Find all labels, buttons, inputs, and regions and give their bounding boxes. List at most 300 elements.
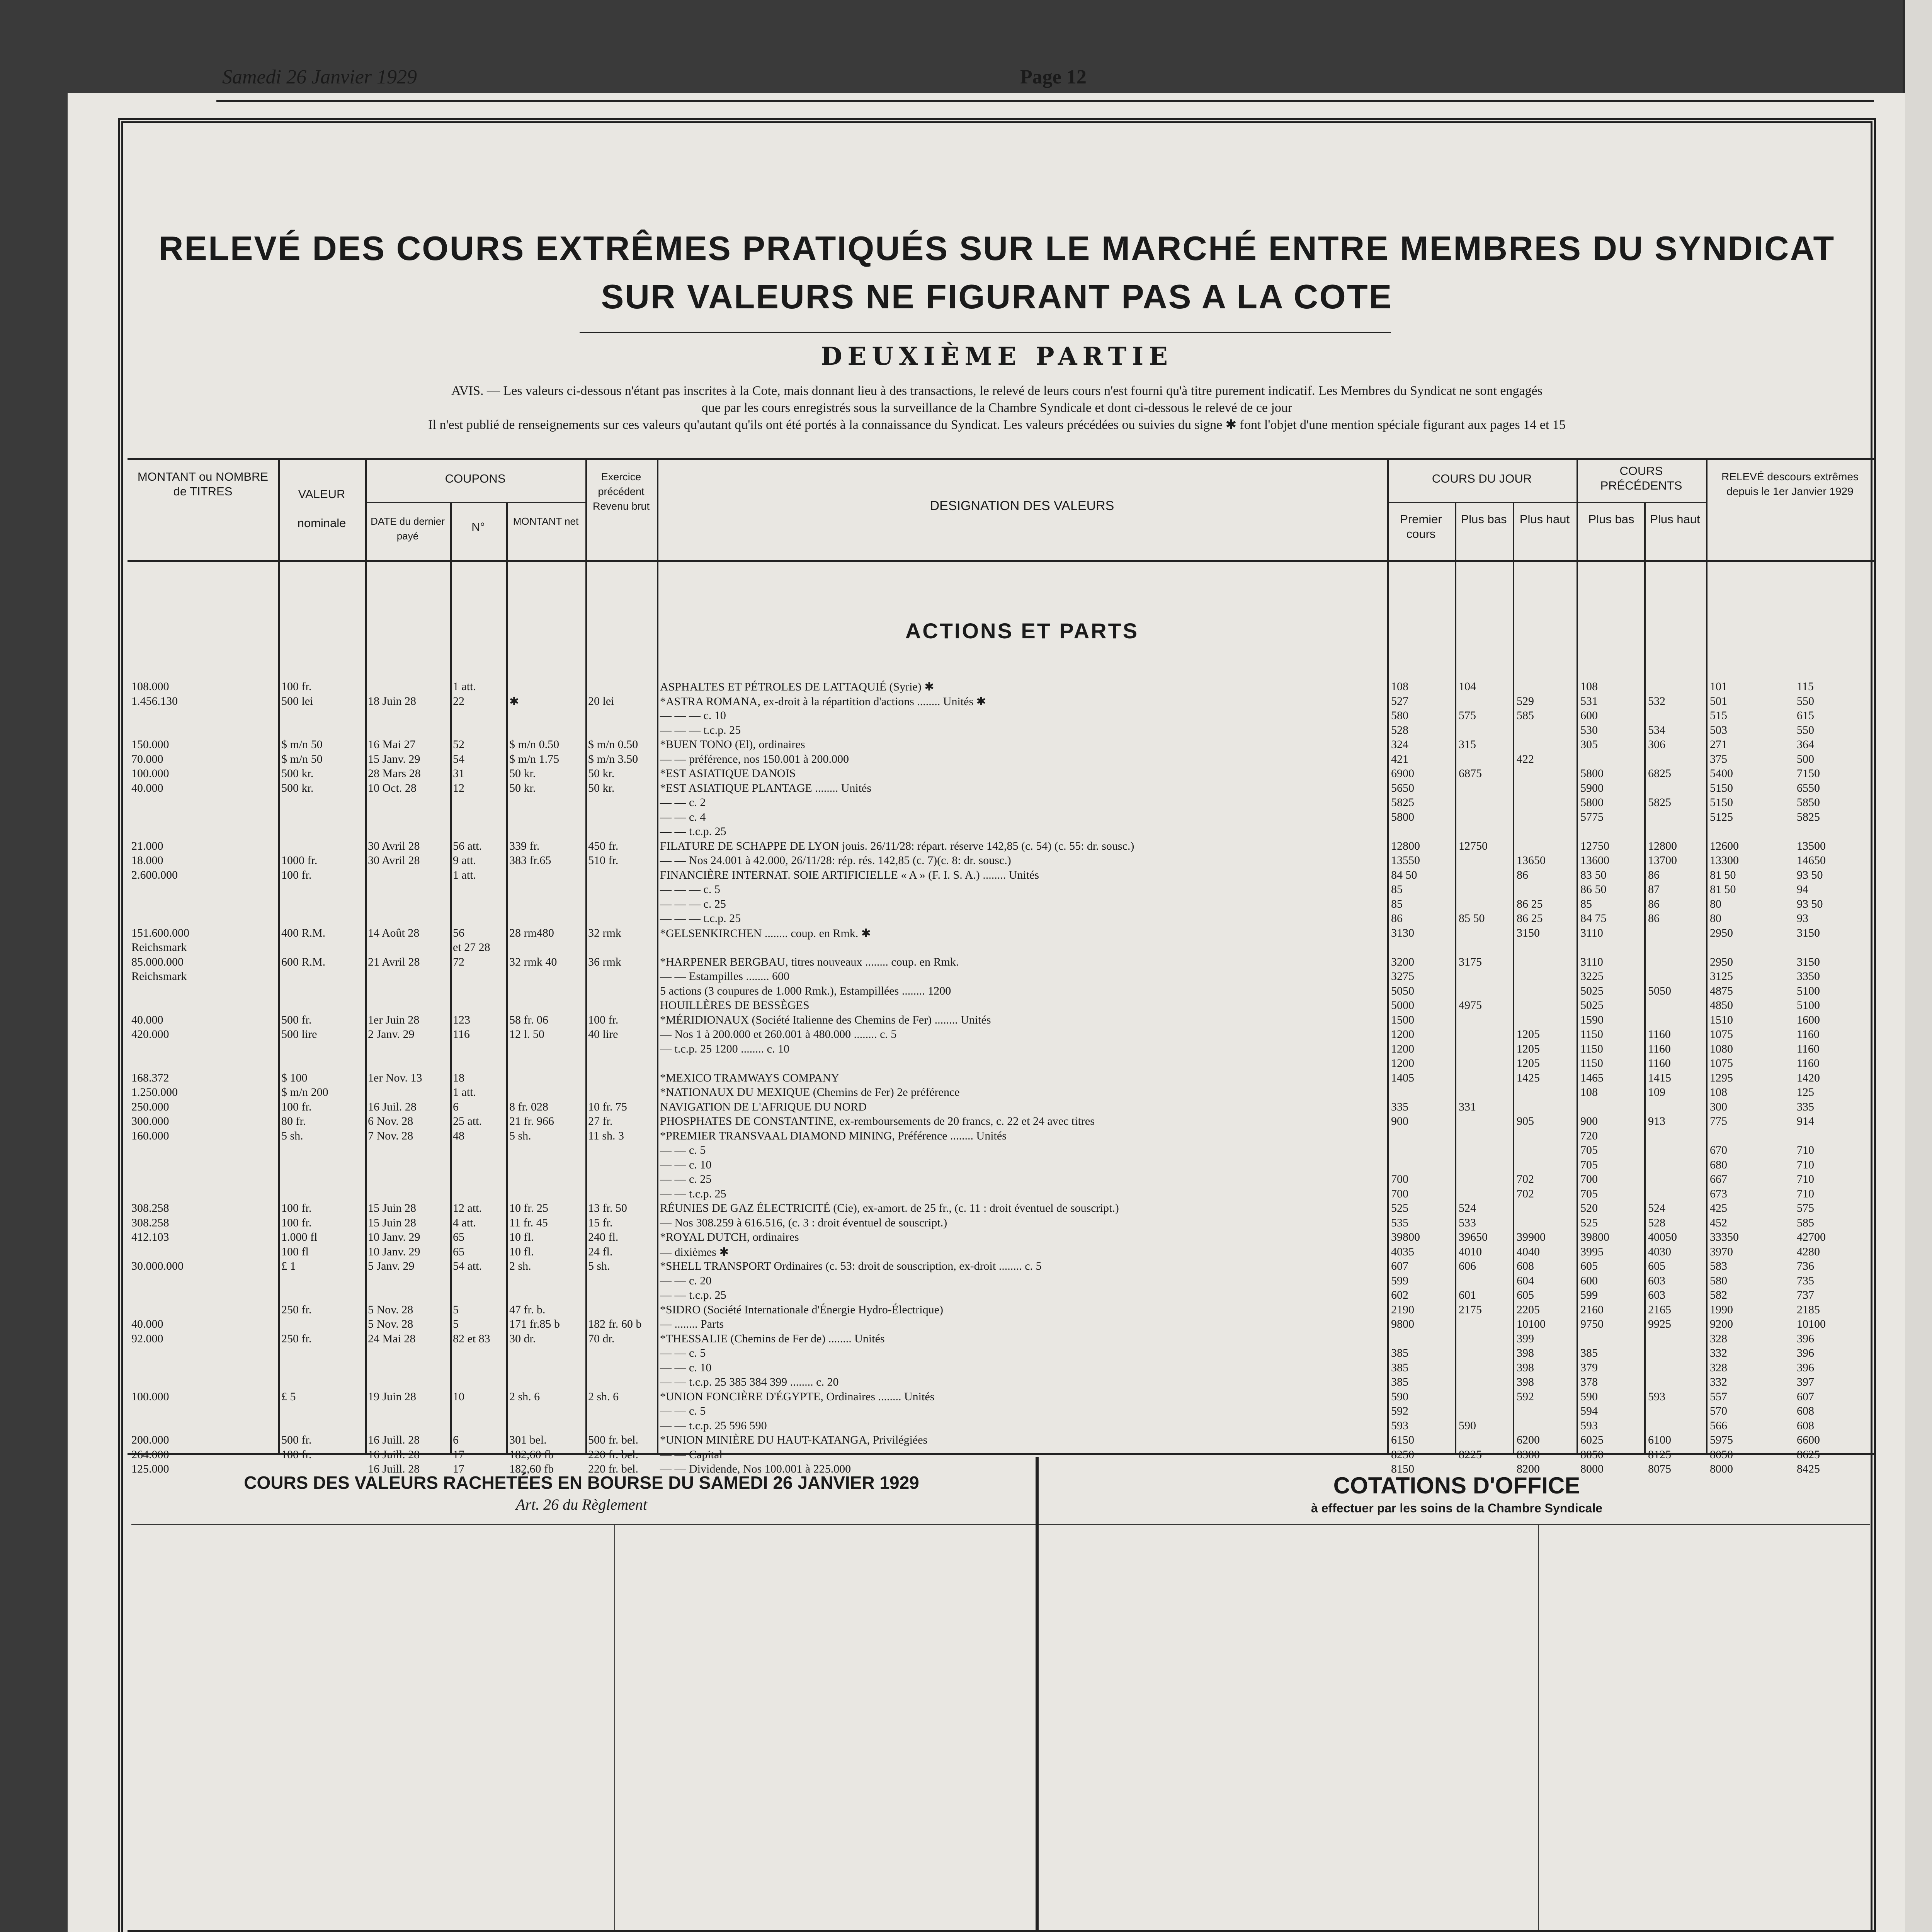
row-releve-haut: 550: [1797, 723, 1814, 736]
row-designation: — dixièmes ✱: [660, 1245, 729, 1259]
row-designation: *EST ASIATIQUE PLANTAGE ........ Unités: [660, 781, 872, 794]
row-releve-haut: 10100: [1797, 1318, 1826, 1330]
row-exercice: 10 fr. 75: [588, 1100, 627, 1113]
row-exercice: 15 fr.: [588, 1216, 613, 1229]
row-prec-bas: 3225: [1580, 970, 1604, 983]
row-prec-bas: 5800: [1580, 767, 1604, 780]
row-prec-bas: 599: [1580, 1289, 1598, 1301]
row-designation: *EST ASIATIQUE DANOIS: [660, 767, 796, 780]
row-designation: FILATURE DE SCHAPPE DE LYON jouis. 26/11/28: répart. réserve 142,85 (c. 54) (c. 55: dr. sousc.): [660, 839, 1134, 852]
table-row: [0, 1332, 1814, 1349]
row-date: 15 Janv. 29: [368, 752, 420, 765]
row-premier: 8150: [1391, 1463, 1414, 1475]
row-premier: 1200: [1391, 1042, 1414, 1055]
table-row: [0, 694, 1814, 711]
row-releve-haut: 6550: [1797, 781, 1820, 794]
row-date: 16 Juill. 28: [368, 1448, 420, 1461]
row-valeur: $ m/n 200: [281, 1086, 328, 1099]
avis-line2: que par les cours enregistrés sous la surveillance de la Chambre Syndicale et dont ci-dessous le relevé de ce jour: [701, 401, 1293, 415]
table-row: [0, 912, 1808, 928]
row-prec-haut: 86: [1648, 897, 1660, 910]
row-exercice: 50 kr.: [588, 767, 615, 780]
row-prec-haut: 86: [1648, 868, 1660, 881]
table-row: [0, 984, 1820, 1001]
row-prec-bas: 305: [1580, 738, 1598, 751]
row-coupon-no: 1 att.: [453, 868, 476, 881]
row-montant: Reichsmark: [131, 941, 187, 954]
row-coupon-no: 65: [453, 1245, 464, 1258]
row-releve-haut: 6600: [1797, 1434, 1820, 1446]
row-designation: — — t.c.p. 25: [660, 825, 726, 838]
row-designation: — — c. 5: [660, 1347, 706, 1359]
row-designation: *HARPENER BERGBAU, titres nouveaux ........ coup. en Rmk.: [660, 955, 959, 968]
table-row: [0, 1158, 1814, 1175]
row-designation: *MEXICO TRAMWAYS COMPANY: [660, 1071, 839, 1084]
row-designation: — — t.c.p. 25 596 590: [660, 1419, 767, 1432]
row-plus-haut: 605: [1517, 1289, 1534, 1301]
table-row: [0, 1187, 1814, 1204]
issue-date: Samedi 26 Janvier 1929: [222, 66, 417, 88]
row-montant-net: $ m/n 1.75: [509, 752, 560, 765]
main-title-line2: SUR VALEURS NE FIGURANT PAS A LA COTE: [601, 277, 1393, 316]
row-releve-bas: 9200: [1710, 1318, 1733, 1330]
row-designation: — t.c.p. 25 1200 ........ c. 10: [660, 1042, 789, 1055]
row-designation: ASPHALTES ET PÉTROLES DE LATTAQUIÉ (Syrie) ✱: [660, 680, 934, 693]
row-releve-bas: 570: [1710, 1405, 1727, 1417]
row-exercice: 182 fr. 60 b: [588, 1318, 642, 1330]
row-plus-haut: 702: [1517, 1173, 1534, 1185]
row-plus-bas: 85 50: [1459, 912, 1485, 925]
row-releve-bas: 557: [1710, 1390, 1727, 1403]
row-coupon-no: 48: [453, 1129, 464, 1142]
row-coupon-no: 5: [453, 1318, 459, 1330]
avis-line1: AVIS. — Les valeurs ci-dessous n'étant pas inscrites à la Cote, mais donnant lieu à des transactions, le relevé de leurs cours n'est fourni qu'à titre purement indicatif. Les Membres du Syndicat ne sont engagés: [451, 384, 1543, 398]
row-premier: 592: [1391, 1405, 1408, 1417]
row-releve-bas: 332: [1710, 1376, 1727, 1388]
table-row: [0, 1173, 1814, 1189]
row-coupon-no: 6: [453, 1434, 459, 1446]
row-premier: 528: [1391, 723, 1408, 736]
row-montant: 108.000: [131, 680, 169, 693]
row-releve-haut: 736: [1797, 1260, 1814, 1272]
table-row: [0, 796, 1820, 812]
row-plus-bas: 601: [1459, 1289, 1476, 1301]
row-valeur: 400 R.M.: [281, 926, 326, 939]
row-exercice: 450 fr.: [588, 839, 619, 852]
row-valeur: 250 fr.: [281, 1332, 312, 1345]
row-releve-bas: 680: [1710, 1158, 1727, 1171]
row-releve-bas: 580: [1710, 1274, 1727, 1287]
row-premier: 385: [1391, 1347, 1408, 1359]
row-premier: 39800: [1391, 1231, 1420, 1243]
row-releve-haut: 5100: [1797, 999, 1820, 1012]
row-montant: Reichsmark: [131, 970, 187, 983]
col-sep: [1036, 1457, 1039, 1930]
row-designation: NAVIGATION DE L'AFRIQUE DU NORD: [660, 1100, 867, 1113]
row-prec-bas: 9750: [1580, 1318, 1604, 1330]
table-row: [0, 825, 1747, 841]
row-premier: 3275: [1391, 970, 1414, 983]
row-prec-haut: 603: [1648, 1289, 1665, 1301]
row-prec-bas: 1150: [1580, 1057, 1603, 1070]
row-prec-haut: 40050: [1648, 1231, 1677, 1243]
row-date: 14 Août 28: [368, 926, 420, 939]
row-premier: 1500: [1391, 1013, 1414, 1026]
row-releve-bas: 2950: [1710, 955, 1733, 968]
row-coupon-no: 5: [453, 1303, 459, 1316]
row-montant: 168.372: [131, 1071, 169, 1084]
row-designation: — — Nos 24.001 à 42.000, 26/11/28: rép. rés. 142,85 (c. 7)(c. 8: dr. sousc.): [660, 854, 1011, 867]
head-valeur: VALEUR: [298, 487, 345, 501]
row-plus-haut: 422: [1517, 752, 1534, 765]
row-exercice: 40 lire: [588, 1028, 618, 1041]
row-premier: 607: [1391, 1260, 1408, 1272]
row-releve-bas: 4850: [1710, 999, 1733, 1012]
row-montant-net: 21 fr. 966: [509, 1115, 554, 1128]
row-montant-net: 47 fr. b.: [509, 1303, 546, 1316]
row-montant: 300.000: [131, 1115, 169, 1128]
row-valeur: 100 fr.: [281, 868, 312, 881]
row-plus-haut: 702: [1517, 1187, 1534, 1200]
row-montant-net: $ m/n 0.50: [509, 738, 560, 751]
row-montant: 40.000: [131, 1318, 163, 1330]
row-prec-bas: 385: [1580, 1347, 1598, 1359]
row-exercice: 50 kr.: [588, 781, 615, 794]
row-prec-bas: 83 50: [1580, 868, 1607, 881]
row-date: 21 Avril 28: [368, 955, 420, 968]
row-date: 16 Mai 27: [368, 738, 416, 751]
row-coupon-no: et 27 28: [453, 941, 490, 954]
row-prec-bas: 705: [1580, 1187, 1598, 1200]
row-date: 10 Oct. 28: [368, 781, 417, 794]
row-coupon-no: 25 att.: [453, 1115, 482, 1128]
row-plus-haut: 604: [1517, 1274, 1534, 1287]
row-plus-bas: 331: [1459, 1100, 1476, 1113]
row-prec-bas: 700: [1580, 1173, 1598, 1185]
row-prec-bas: 1590: [1580, 1013, 1604, 1026]
table-row: [0, 1303, 1820, 1320]
row-plus-haut: 86: [1517, 868, 1528, 881]
row-exercice: 36 rmk: [588, 955, 621, 968]
row-plus-haut: 1205: [1517, 1028, 1540, 1041]
row-plus-bas: 575: [1459, 709, 1476, 722]
row-date: 18 Juin 28: [368, 694, 417, 707]
row-plus-bas: 104: [1459, 680, 1476, 693]
row-releve-haut: 737: [1797, 1289, 1814, 1301]
row-coupon-no: 54 att.: [453, 1260, 482, 1272]
row-prec-haut: 2165: [1648, 1303, 1671, 1316]
row-designation: — — c. 4: [660, 810, 706, 823]
row-releve-bas: 503: [1710, 723, 1727, 736]
row-montant: 70.000: [131, 752, 163, 765]
row-montant: 1.456.130: [131, 694, 178, 707]
table-row: [0, 781, 1820, 798]
row-releve-haut: 8625: [1797, 1448, 1820, 1461]
row-montant: 30.000.000: [131, 1260, 184, 1272]
row-coupon-no: 4 att.: [453, 1216, 476, 1229]
table-row: [0, 897, 1823, 914]
row-premier: 1200: [1391, 1057, 1414, 1070]
row-plus-bas: 315: [1459, 738, 1476, 751]
row-montant-net: 10 fl.: [509, 1231, 534, 1243]
row-plus-haut: 2205: [1517, 1303, 1540, 1316]
row-releve-haut: 93 50: [1797, 897, 1823, 910]
row-premier: 421: [1391, 752, 1408, 765]
row-montant-net: 171 fr.85 b: [509, 1318, 560, 1330]
row-prec-bas: 2160: [1580, 1303, 1604, 1316]
row-plus-haut: 4040: [1517, 1245, 1540, 1258]
row-designation: *UNION MINIÈRE DU HAUT-KATANGA, Privilégiées: [660, 1434, 928, 1446]
row-valeur: 1.000 fl: [281, 1231, 318, 1243]
row-plus-haut: 39900: [1517, 1231, 1546, 1243]
row-coupon-no: 12: [453, 781, 464, 794]
head-cours-jour: COURS DU JOUR: [1432, 472, 1532, 485]
row-prec-haut: 528: [1648, 1216, 1665, 1229]
row-releve-bas: 81 50: [1710, 868, 1736, 881]
row-date: 6 Nov. 28: [368, 1115, 413, 1128]
table-row: [0, 1013, 1820, 1030]
row-releve-bas: 5125: [1710, 810, 1733, 823]
row-valeur: 100 fr.: [281, 1100, 312, 1113]
row-montant-net: 11 fr. 45: [509, 1216, 548, 1229]
row-premier: 13550: [1391, 854, 1420, 867]
row-releve-haut: 397: [1797, 1376, 1814, 1388]
table-row: [0, 1289, 1814, 1305]
row-date: 1er Juin 28: [368, 1013, 420, 1026]
row-montant: 92.000: [131, 1332, 163, 1345]
row-exercice: 100 fr.: [588, 1013, 619, 1026]
head-premier: Premier cours: [1400, 512, 1442, 541]
row-prec-bas: 12750: [1580, 839, 1609, 852]
row-releve-bas: 583: [1710, 1260, 1727, 1272]
row-designation: — — Capital: [660, 1448, 723, 1461]
row-coupon-no: 116: [453, 1028, 470, 1041]
row-releve-bas: 8050: [1710, 1448, 1733, 1461]
part-title: DEUXIÈME PARTIE: [821, 342, 1173, 371]
row-prec-haut: 1415: [1648, 1071, 1671, 1084]
row-prec-bas: 720: [1580, 1129, 1598, 1142]
row-prec-bas: 705: [1580, 1158, 1598, 1171]
row-montant-net: 10 fr. 25: [509, 1202, 548, 1214]
row-designation: — — t.c.p. 25 385 384 399 ........ c. 20: [660, 1376, 839, 1388]
row-prec-haut: 109: [1648, 1086, 1665, 1099]
row-exercice: 2 sh. 6: [588, 1390, 619, 1403]
row-releve-bas: 673: [1710, 1187, 1727, 1200]
row-coupon-no: 9 att.: [453, 854, 476, 867]
row-coupon-no: 82 et 83: [453, 1332, 490, 1345]
row-releve-bas: 582: [1710, 1289, 1727, 1301]
row-valeur: 100 fr.: [281, 1202, 312, 1214]
row-releve-bas: 12600: [1710, 839, 1739, 852]
row-designation: — — — c. 10: [660, 709, 726, 722]
table-top-rule: [128, 458, 1874, 460]
row-releve-bas: 2950: [1710, 926, 1733, 939]
row-montant: 85.000.000: [131, 955, 184, 968]
sub-rule: [1387, 502, 1706, 503]
row-coupon-no: 22: [453, 694, 464, 707]
row-prec-bas: 1465: [1580, 1071, 1604, 1084]
head-nominale: nominale: [297, 516, 346, 530]
row-designation: 5 actions (3 coupures de 1.000 Rmk.), Estampillées ........ 1200: [660, 984, 951, 997]
row-plus-bas: 12750: [1459, 839, 1488, 852]
avis-line3: Il n'est publié de renseignements sur ces valeurs qu'autant qu'ils ont été portés à la connaissance du Syndicat. Les valeurs précédées ou suivies du signe ✱ font l'objet d'une mention spéciale figurant aux pages 14 et 15: [428, 418, 1566, 432]
row-designation: — — — c. 25: [660, 897, 726, 910]
head-prec-haut: Plus haut: [1650, 512, 1700, 526]
row-prec-haut: 9925: [1648, 1318, 1671, 1330]
row-valeur: 500 kr.: [281, 781, 314, 794]
row-prec-bas: 590: [1580, 1390, 1598, 1403]
row-releve-bas: 5150: [1710, 796, 1733, 809]
row-designation: PHOSPHATES DE CONSTANTINE, ex-remboursements de 20 francs, c. 22 et 24 avec titres: [660, 1115, 1095, 1128]
row-plus-haut: 592: [1517, 1390, 1534, 1403]
row-plus-haut: 1205: [1517, 1042, 1540, 1055]
row-releve-haut: 14650: [1797, 854, 1826, 867]
row-premier: 5650: [1391, 781, 1414, 794]
row-montant-net: 5 sh.: [509, 1129, 531, 1142]
row-premier: 85: [1391, 883, 1403, 896]
row-releve-haut: 93: [1797, 912, 1808, 925]
table-row: [0, 1405, 1814, 1421]
table-row: [0, 752, 1814, 769]
row-coupon-no: 1 att.: [453, 680, 476, 693]
row-premier: 700: [1391, 1173, 1408, 1185]
row-premier: 12800: [1391, 839, 1420, 852]
row-coupon-no: 1 att.: [453, 1086, 476, 1099]
row-premier: 85: [1391, 897, 1403, 910]
row-exercice: 11 sh. 3: [588, 1129, 624, 1142]
row-releve-bas: 670: [1710, 1144, 1727, 1156]
row-exercice: 240 fl.: [588, 1231, 619, 1243]
row-releve-haut: 1600: [1797, 1013, 1820, 1026]
table-row: [0, 1086, 1814, 1102]
table-row: [0, 1376, 1814, 1392]
row-coupon-no: 56 att.: [453, 839, 482, 852]
col-sep: [1538, 1524, 1539, 1930]
table-row: [0, 1318, 1826, 1334]
row-montant: 308.258: [131, 1216, 169, 1229]
row-releve-haut: 710: [1797, 1144, 1814, 1156]
row-valeur: 100 fl: [281, 1245, 309, 1258]
row-releve-haut: 42700: [1797, 1231, 1826, 1243]
row-date: 16 Juil. 28: [368, 1100, 417, 1113]
row-designation: *BUEN TONO (El), ordinaires: [660, 738, 805, 751]
row-prec-haut: 1160: [1648, 1028, 1671, 1041]
row-date: 19 Juin 28: [368, 1390, 417, 1403]
row-montant: 100.000: [131, 1390, 169, 1403]
row-releve-haut: 5825: [1797, 810, 1820, 823]
row-releve-bas: 425: [1710, 1202, 1727, 1214]
row-prec-haut: 605: [1648, 1260, 1665, 1272]
row-montant: 21.000: [131, 839, 163, 852]
table-row: [0, 1115, 1814, 1131]
row-date: 28 Mars 28: [368, 767, 421, 780]
row-prec-haut: 4030: [1648, 1245, 1671, 1258]
row-releve-bas: 3125: [1710, 970, 1733, 983]
row-date: 15 Juin 28: [368, 1202, 417, 1214]
row-releve-haut: 585: [1797, 1216, 1814, 1229]
row-plus-bas: 2175: [1459, 1303, 1482, 1316]
head-no: N°: [471, 520, 485, 534]
rachetees-subtitle: Art. 26 du Règlement: [516, 1496, 647, 1513]
row-valeur: 100 fr.: [281, 680, 312, 693]
row-releve-haut: 3150: [1797, 955, 1820, 968]
row-date: 30 Avril 28: [368, 854, 420, 867]
row-releve-bas: 775: [1710, 1115, 1727, 1128]
row-premier: 599: [1391, 1274, 1408, 1287]
row-releve-haut: 3350: [1797, 970, 1820, 983]
table-row: [0, 680, 1814, 696]
table-row: [0, 868, 1823, 885]
row-prec-bas: 8000: [1580, 1463, 1604, 1475]
row-releve-bas: 271: [1710, 738, 1727, 751]
row-releve-haut: 335: [1797, 1100, 1814, 1113]
row-designation: FINANCIÈRE INTERNAT. SOIE ARTIFICIELLE « A » (F. I. S. A.) ........ Unités: [660, 868, 1039, 881]
row-releve-haut: 500: [1797, 752, 1814, 765]
row-plus-haut: 905: [1517, 1115, 1534, 1128]
row-coupon-no: 52: [453, 738, 464, 751]
row-montant: 160.000: [131, 1129, 169, 1142]
table-row: [0, 1260, 1814, 1276]
row-montant: 18.000: [131, 854, 163, 867]
row-prec-haut: 306: [1648, 738, 1665, 751]
row-releve-bas: 332: [1710, 1347, 1727, 1359]
table-row: [0, 709, 1814, 725]
row-exercice: 27 fr.: [588, 1115, 613, 1128]
row-valeur: 500 lire: [281, 1028, 317, 1041]
row-date: 24 Mai 28: [368, 1332, 416, 1345]
cotations-title: COTATIONS D'OFFICE: [1333, 1473, 1580, 1498]
row-coupon-no: 72: [453, 955, 464, 968]
row-coupon-no: 65: [453, 1231, 464, 1243]
row-releve-haut: 1160: [1797, 1042, 1820, 1055]
row-plus-bas: 590: [1459, 1419, 1476, 1432]
row-premier: 8250: [1391, 1448, 1414, 1461]
row-releve-haut: 1160: [1797, 1028, 1820, 1041]
row-prec-haut: 1160: [1648, 1042, 1671, 1055]
row-releve-haut: 914: [1797, 1115, 1814, 1128]
table-row: [0, 1245, 1820, 1262]
head-prec-bas: Plus bas: [1588, 512, 1634, 526]
row-montant-net: 383 fr.65: [509, 854, 551, 867]
row-plus-bas: 533: [1459, 1216, 1476, 1229]
row-prec-bas: 108: [1580, 1086, 1598, 1099]
head-montant: MONTANT ou NOMBRE de TITRES: [137, 470, 269, 498]
row-designation: — Nos 308.259 à 616.516, (c. 3 : droit éventuel de souscript.): [660, 1216, 947, 1229]
row-montant: 264.000: [131, 1448, 169, 1461]
rachetees-title: COURS DES VALEURS RACHETÉES EN BOURSE DU SAMEDI 26 JANVIER 1929: [244, 1473, 919, 1493]
row-montant: 1.250.000: [131, 1086, 178, 1099]
row-designation: — — préférence, nos 150.001 à 200.000: [660, 752, 849, 765]
row-valeur: 100 fr.: [281, 1216, 312, 1229]
row-coupon-no: 10: [453, 1390, 464, 1403]
row-designation: — — c. 5: [660, 1144, 706, 1156]
row-date: 16 Juill. 28: [368, 1434, 420, 1446]
row-prec-haut: 6825: [1648, 767, 1671, 780]
row-releve-bas: 1510: [1710, 1013, 1733, 1026]
row-valeur: 100 fr.: [281, 1448, 312, 1461]
row-designation: — Nos 1 à 200.000 et 260.001 à 480.000 ........ c. 5: [660, 1028, 897, 1041]
row-plus-haut: 398: [1517, 1361, 1534, 1374]
row-premier: 5800: [1391, 810, 1414, 823]
row-exercice: 510 fr.: [588, 854, 619, 867]
row-releve-bas: 452: [1710, 1216, 1727, 1229]
row-releve-haut: 5850: [1797, 796, 1820, 809]
row-prec-bas: 108: [1580, 680, 1598, 693]
row-prec-haut: 5825: [1648, 796, 1671, 809]
row-premier: 6150: [1391, 1434, 1414, 1446]
table-row: [0, 999, 1820, 1015]
row-coupon-no: 123: [453, 1013, 470, 1026]
